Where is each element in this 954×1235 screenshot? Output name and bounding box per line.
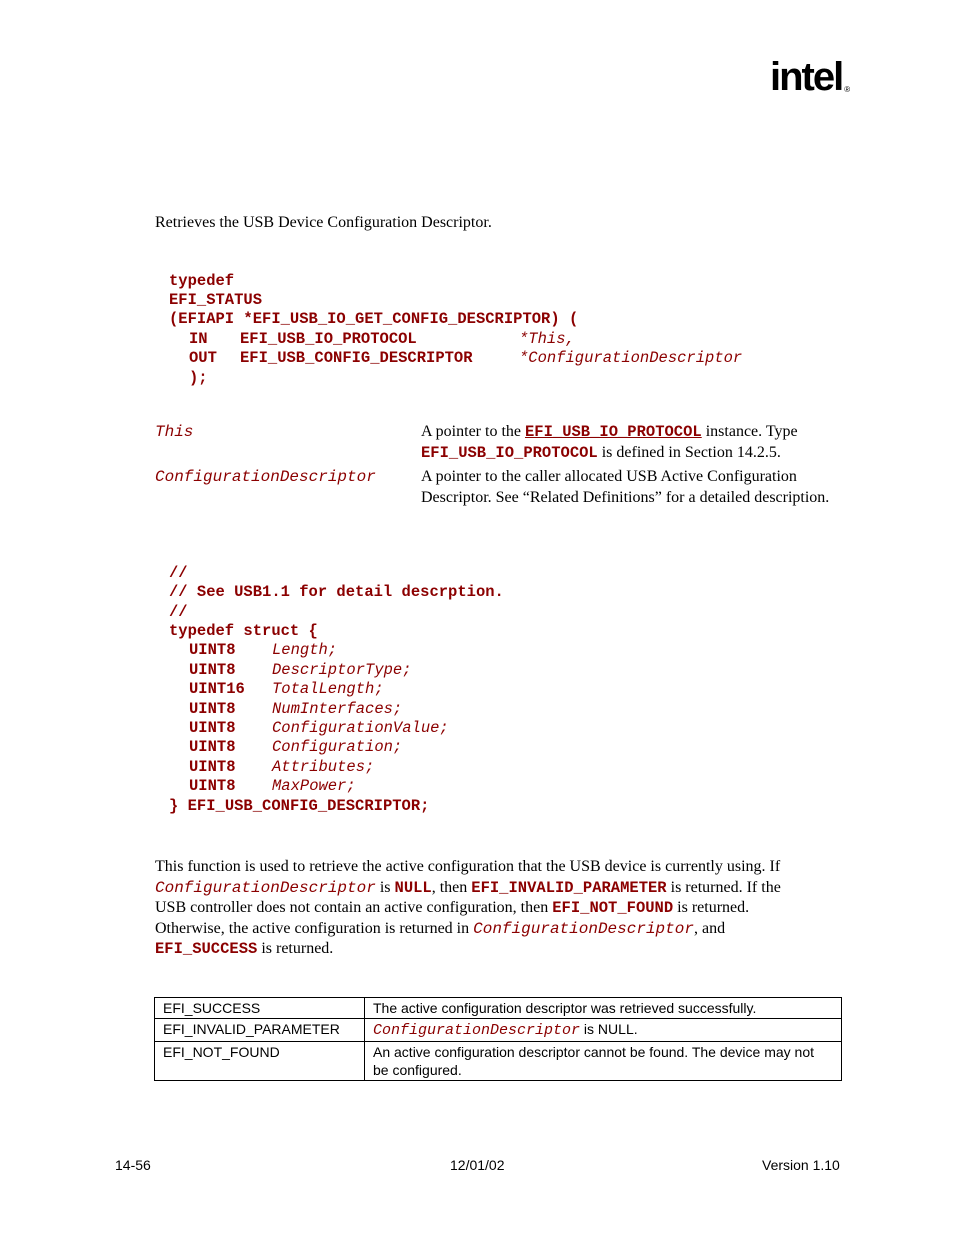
proto-param-config (189, 349, 743, 367)
inline-param: ConfigurationDescriptor (373, 1022, 581, 1039)
param-name: *This, (519, 330, 575, 348)
struct-field (189, 641, 338, 659)
struct-field (189, 661, 412, 679)
struct-name: EFI_USB_CONFIG_DESCRIPTOR; (187, 797, 430, 815)
struct-close (169, 797, 429, 815)
inline-code: EFI_SUCCESS (155, 940, 258, 958)
page-number: 14-56 (115, 1157, 151, 1173)
field-name: Configuration; (272, 738, 403, 756)
field-name: TotalLength; (272, 680, 384, 698)
struct-open: typedef struct { (169, 622, 318, 640)
desc-line (155, 919, 845, 940)
footer-version: Version 1.10 (762, 1157, 840, 1173)
field-name: NumInterfaces; (272, 700, 403, 718)
desc-line (155, 898, 845, 919)
desc-text: is returned. If the (666, 878, 781, 896)
footer-date: 12/01/02 (450, 1157, 505, 1173)
param-direction: OUT (189, 349, 217, 367)
struct-field (189, 700, 403, 718)
field-name: DescriptorType; (272, 661, 412, 679)
status-code: EFI_NOT_FOUND (155, 1042, 365, 1081)
param-this-name: This (155, 423, 194, 441)
param-type: EFI_USB_CONFIG_DESCRIPTOR (240, 349, 473, 367)
field-type: UINT16 (189, 680, 245, 698)
proto-param-this (189, 330, 575, 348)
param-config-name: ConfigurationDescriptor (155, 468, 376, 486)
field-type: UINT8 (189, 777, 236, 795)
inline-param: ConfigurationDescriptor (473, 919, 694, 938)
param-name: *ConfigurationDescriptor (519, 349, 743, 367)
desc-line: This function is used to retrieve the active configuration that the USB device is currently using. If (155, 858, 781, 875)
comment-line: // (169, 603, 188, 621)
field-name: Length; (272, 641, 338, 659)
field-type: UINT8 (189, 661, 236, 679)
param-direction: IN (189, 330, 208, 348)
desc-line (155, 939, 845, 960)
desc-text: instance. Type (701, 423, 798, 440)
param-config-desc: A pointer to the caller allocated USB Active Configuration Descriptor. See “Related Definitions” for a detailed description. (421, 468, 830, 506)
field-type: UINT8 (189, 738, 236, 756)
inline-param: ConfigurationDescriptor (155, 878, 376, 897)
desc-text: Otherwise, the active configuration is returned in (155, 919, 474, 937)
desc-text: is (375, 878, 395, 896)
desc-line (155, 878, 845, 899)
struct-field (189, 738, 403, 756)
desc-text: USB controller does not contain an active configuration, then (155, 899, 553, 916)
struct-field (189, 758, 375, 776)
desc-text: is returned. (673, 899, 750, 916)
desc-text: is NULL. (580, 1021, 638, 1037)
param-type: EFI_USB_IO_PROTOCOL (240, 330, 417, 348)
logo-text: intel (770, 55, 843, 99)
field-name: Attributes; (272, 758, 375, 776)
inline-code: NULL (394, 878, 432, 897)
desc-text: is defined in Section 14.2.5. (597, 443, 781, 461)
proto-typedef: typedef (169, 272, 235, 290)
table-row (155, 1042, 842, 1081)
status-desc: An active configuration descriptor cannot be found. The device may not be configured. (365, 1042, 842, 1081)
close-brace: } (169, 797, 179, 815)
desc-text: is returned. (257, 940, 334, 957)
status-desc (365, 1019, 842, 1042)
desc-text: , and (693, 919, 726, 937)
comment-line: // (169, 564, 188, 582)
protocol-link[interactable]: EFI_USB_IO_PROTOCOL (524, 423, 702, 441)
status-code: EFI_SUCCESS (155, 998, 365, 1019)
struct-field (189, 680, 384, 698)
table-row (155, 1019, 842, 1042)
summary-text: Retrieves the USB Device Configuration Descriptor. (155, 214, 492, 231)
desc-text: , then (431, 878, 472, 896)
intel-logo (770, 55, 849, 100)
proto-function-name: (EFIAPI *EFI_USB_IO_GET_CONFIG_DESCRIPTOR) ( (169, 310, 579, 328)
status-desc: The active configuration descriptor was retrieved successfully. (365, 998, 842, 1019)
field-type: UINT8 (189, 641, 236, 659)
param-this-desc (421, 422, 846, 463)
field-type: UINT8 (189, 719, 236, 737)
status-code: EFI_INVALID_PARAMETER (155, 1019, 365, 1042)
field-name: ConfigurationValue; (272, 719, 449, 737)
proto-return-type: EFI_STATUS (169, 291, 263, 309)
status-codes-table (154, 997, 842, 1081)
inline-code: EFI_NOT_FOUND (552, 899, 674, 917)
field-name: MaxPower; (272, 777, 356, 795)
field-type: UINT8 (189, 700, 236, 718)
field-type: UINT8 (189, 758, 236, 776)
description-paragraph (155, 857, 845, 960)
desc-text: A pointer to the (421, 423, 525, 440)
comment-line: // See USB1.1 for detail descrption. (169, 583, 504, 601)
struct-field (189, 777, 356, 795)
proto-close: ); (189, 369, 208, 387)
struct-field (189, 719, 449, 737)
table-row (155, 998, 842, 1019)
protocol-type: EFI_USB_IO_PROTOCOL (421, 443, 598, 462)
inline-code: EFI_INVALID_PARAMETER (471, 878, 667, 897)
registered-mark: ® (844, 85, 849, 94)
